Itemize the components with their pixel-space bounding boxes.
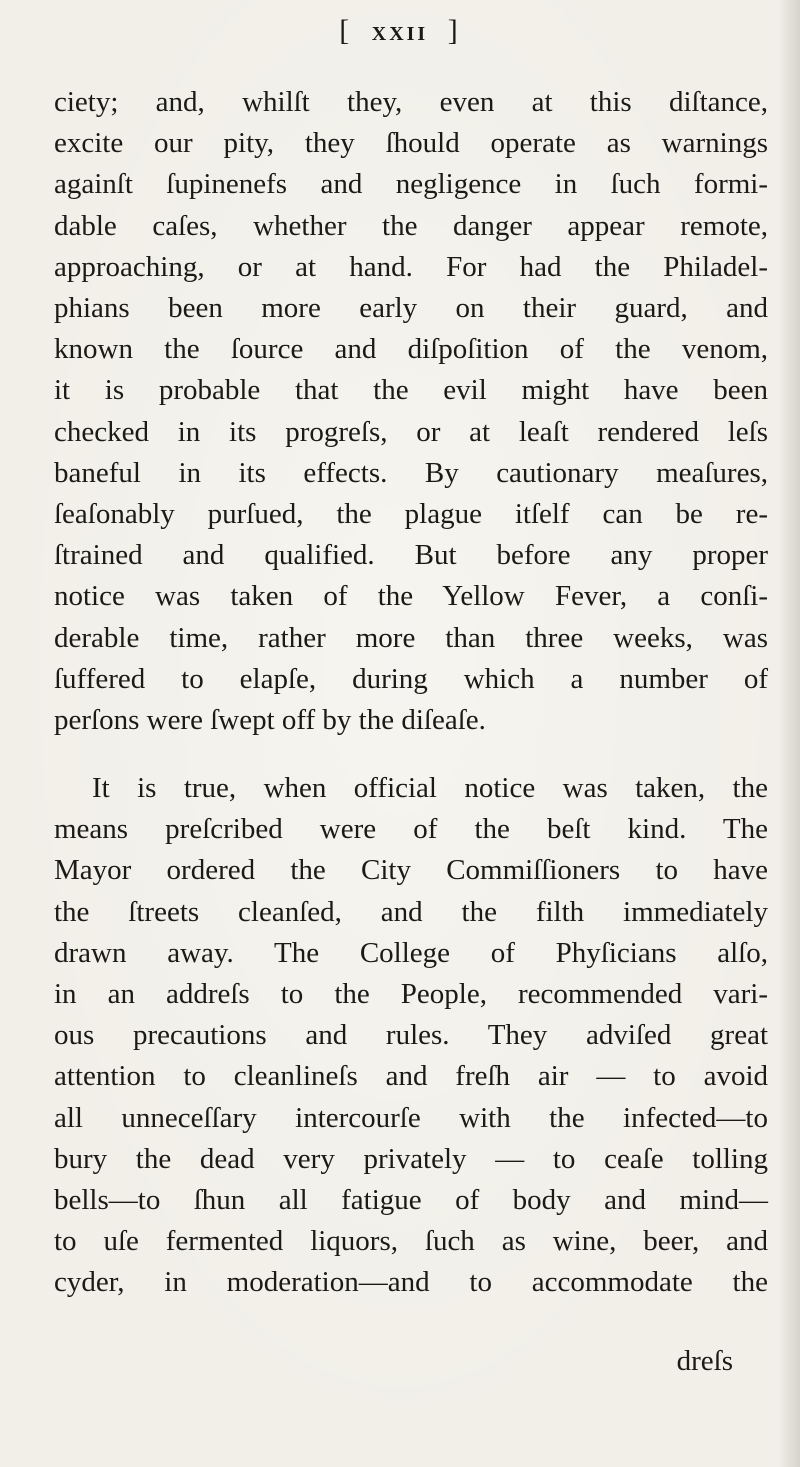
text-line: phians been more early on their guard, and [54, 292, 768, 325]
text-line: excite our pity, they ſhould operate as warnings [54, 127, 768, 160]
paragraph-1 [54, 82, 768, 741]
text-line: baneful in its effects. By cautionary meaſures, [54, 456, 768, 489]
text-line: drawn away. The College of Phyſicians alſo, [54, 936, 768, 969]
text-line: ciety; and, whilſt they, even at this diſtance, [54, 86, 768, 118]
text-line: againſt ſupinenefs and negligence in ſuch formi- [54, 168, 768, 201]
text-line: dable caſes, whether the danger appear remote, [54, 209, 768, 242]
text-line: perſons were ſwept off by the diſeaſe. [54, 704, 486, 737]
text-line: it is probable that the evil might have been [54, 374, 768, 407]
text-line: ſeaſonably purſued, the plague itſelf can be re- [54, 498, 768, 531]
text-line: bury the dead very privately — to ceaſe tolling [54, 1142, 768, 1175]
page-number: XXII [371, 23, 429, 45]
header-bracket-close: ] [447, 14, 461, 47]
text-line: in an addreſs to the People, recommended vari- [54, 978, 768, 1011]
text-line: Mayor ordered the City Commiſſioners to have [54, 854, 768, 887]
text-line: the ſtreets cleanſed, and the filth immediately [54, 895, 768, 928]
text-line: checked in its progreſs, or at leaſt rendered leſs [54, 415, 768, 448]
text-line: ſuffered to elapſe, during which a number of [54, 662, 768, 695]
text-line: approaching, or at hand. For had the Philadel- [54, 250, 768, 283]
text-line: notice was taken of the Yellow Fever, a conſi- [54, 580, 768, 613]
text-line: ſtrained and qualified. But before any proper [54, 539, 768, 572]
header-bracket-open: [ [339, 14, 353, 47]
text-line: all unneceſſary intercourſe with the infected—to [54, 1101, 768, 1134]
text-line: cyder, in moderation—and to accommodate the [54, 1266, 768, 1299]
text-line: attention to cleanlineſs and freſh air — to avoid [54, 1060, 768, 1093]
catchword: dreſs [676, 1345, 733, 1377]
text-line: means preſcribed were of the beſt kind. The [54, 813, 768, 846]
text-line: derable time, rather more than three weeks, was [54, 621, 768, 654]
text-line: bells—to ſhun all fatigue of body and mind— [54, 1184, 768, 1217]
page-edge-shadow [778, 0, 800, 1467]
paragraph-2 [54, 768, 768, 1304]
text-line: It is true, when official notice was taken, the [92, 772, 768, 804]
page-header [0, 14, 800, 48]
text-line: ous precautions and rules. They adviſed great [54, 1019, 768, 1052]
text-line: known the ſource and diſpoſition of the venom, [54, 333, 768, 366]
text-line: to uſe fermented liquors, ſuch as wine, beer, and [54, 1225, 768, 1258]
